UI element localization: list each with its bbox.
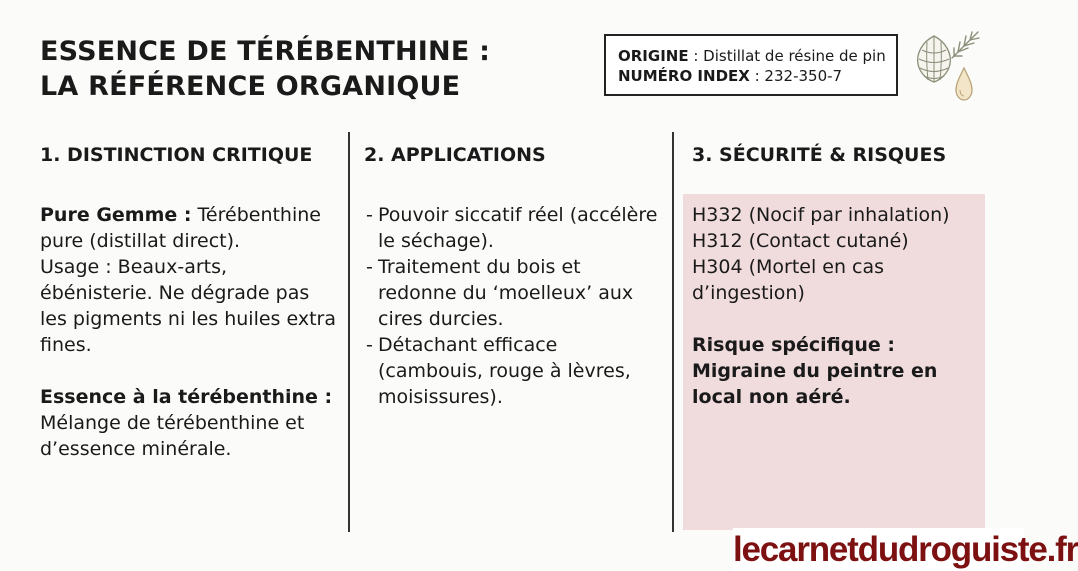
info-box xyxy=(604,34,898,96)
hazard-h312: H312 (Contact cutané) xyxy=(692,230,909,252)
specific-risk: Risque spécifique : Migraine du peintre en local non aéré. xyxy=(692,334,938,408)
index-row xyxy=(618,66,896,86)
column-heading-safety: 3. SÉCURITÉ & RISQUES xyxy=(692,144,947,166)
hazard-h332: H332 (Nocif par inhalation) xyxy=(692,204,950,226)
list-item: - Détachant efficace (cambouis, rouge à lèvres, moisissures). xyxy=(364,332,664,410)
title-line-2: LA RÉFÉRENCE ORGANIQUE xyxy=(40,71,461,102)
pure-gemme-text: Térébenthine pure (distillat direct). xyxy=(40,204,321,252)
column-applications xyxy=(364,142,664,410)
index-key: NUMÉRO INDEX xyxy=(618,67,750,85)
column-divider-2 xyxy=(672,132,674,532)
list-item: - Traitement du bois et redonne du ‘moelleux’ aux cires durcies. xyxy=(364,254,664,332)
column-distinction xyxy=(40,142,336,462)
pure-gemme-paragraph xyxy=(40,202,336,254)
site-watermark: lecarnetdudroguiste.fr xyxy=(733,530,1078,569)
pure-gemme-label: Pure Gemme : xyxy=(40,204,192,226)
origin-key: ORIGINE xyxy=(618,47,689,65)
column-safety xyxy=(692,142,978,410)
list-item: - Pouvoir siccatif réel (accélère le séchage). xyxy=(364,202,664,254)
hazard-h304: H304 (Mortel en cas d’ingestion) xyxy=(692,256,885,304)
essence-label: Essence à la térébenthine : xyxy=(40,386,333,408)
page-title xyxy=(40,34,490,104)
origin-value: : Distillat de résine de pin xyxy=(688,47,886,65)
applications-list xyxy=(364,202,664,410)
pine-cone-and-oil-drop-icon xyxy=(912,28,982,104)
column-divider-1 xyxy=(348,132,350,532)
title-line-1: ESSENCE DE TÉRÉBENTHINE : xyxy=(40,36,491,67)
index-value: : 232-350-7 xyxy=(749,67,843,85)
essence-text: Mélange de térébenthine et d’essence minérale. xyxy=(40,412,305,460)
usage-paragraph: Usage : Beaux-arts, ébénisterie. Ne dégrade pas les pigments ni les huiles extra fines. xyxy=(40,256,336,356)
column-heading-applications: 2. APPLICATIONS xyxy=(364,144,546,166)
origin-row xyxy=(618,46,896,66)
column-heading-distinction: 1. DISTINCTION CRITIQUE xyxy=(40,144,313,166)
